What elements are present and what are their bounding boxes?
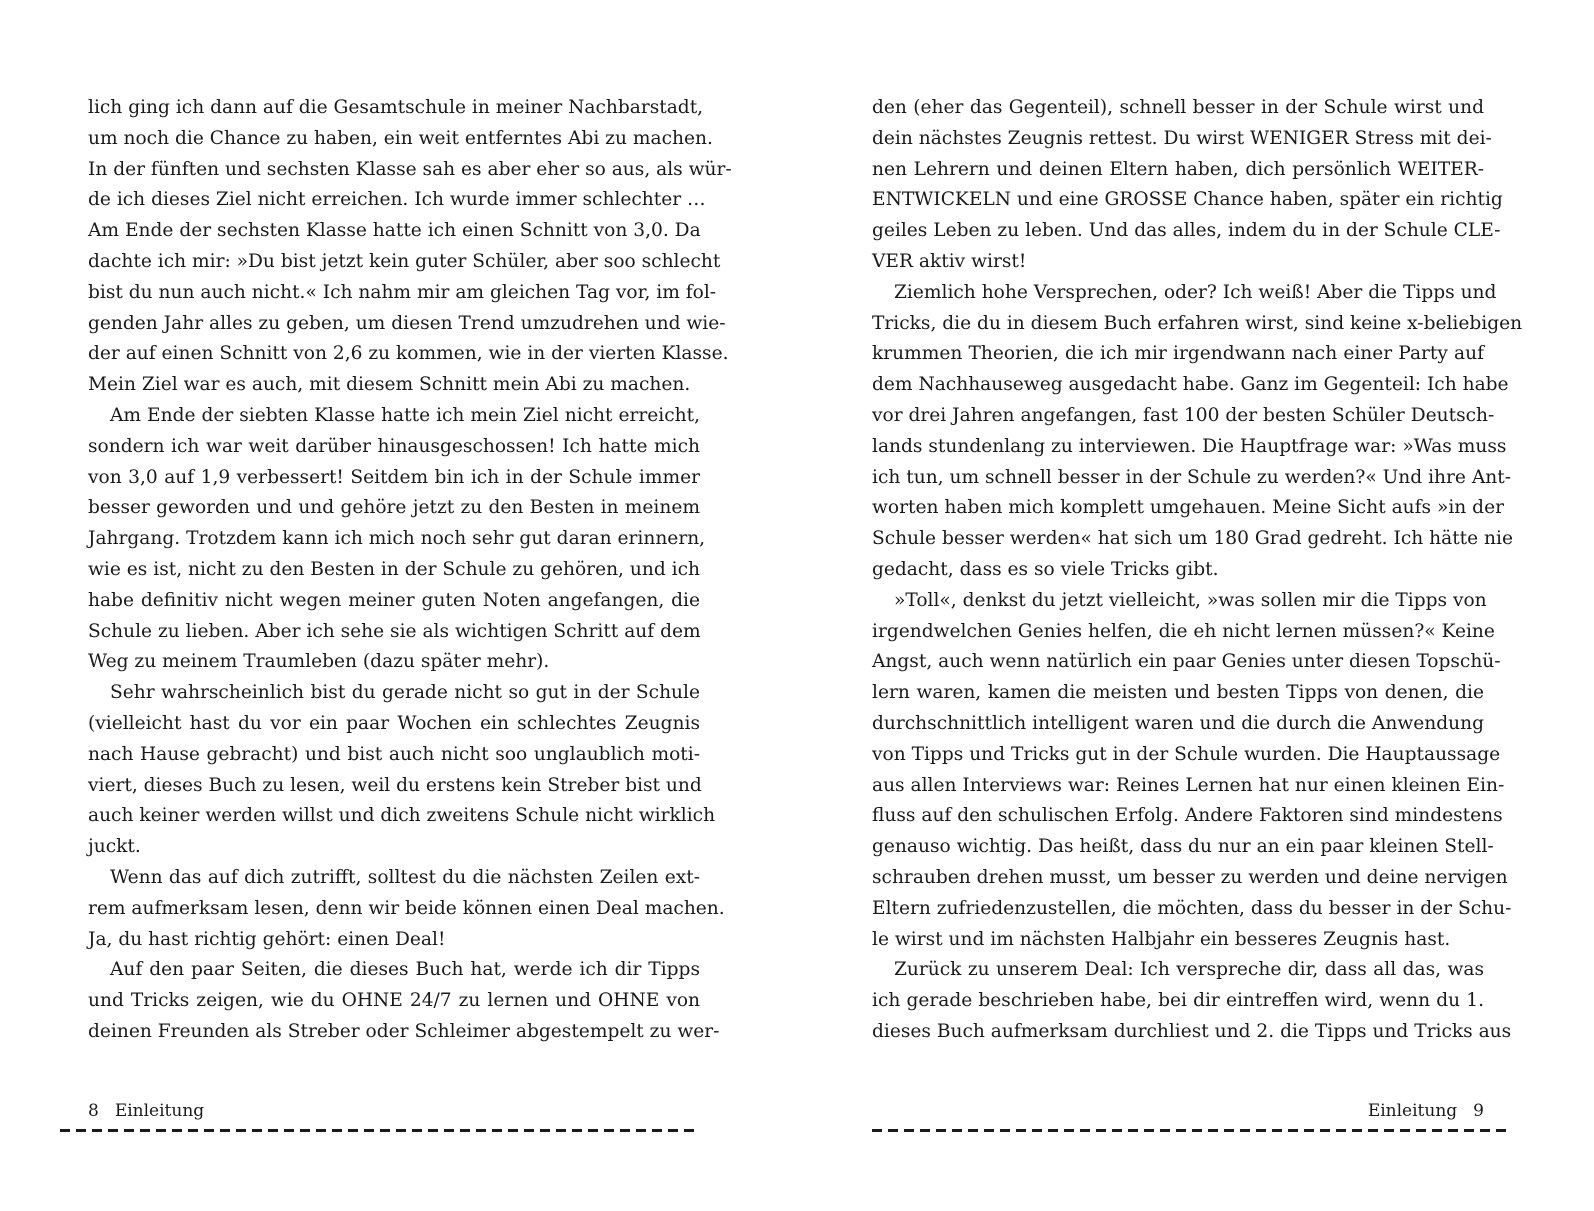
text-line: Am Ende der siebten Klasse hatte ich mein Ziel nicht erreicht, (110, 404, 700, 426)
text-line: juckt. (88, 836, 141, 858)
text-line: um noch die Chance zu haben, ein weit entferntes Abi zu machen. (88, 127, 713, 149)
text-line: Angst, auch wenn natürlich ein paar Genies unter diesen Topschü- (872, 651, 1501, 673)
section-title: Einleitung (1367, 1101, 1458, 1121)
text-line: nen Lehrern und deinen Eltern haben, dich persönlich WEITER- (872, 158, 1484, 180)
footer-dashed-rule (872, 1129, 1512, 1132)
text-line: von 3,0 auf 1,9 verbessert! Seitdem bin ich in der Schule immer (88, 466, 700, 488)
text-line: dieses Buch aufmerksam durchliest und 2. die Tipps und Tricks aus (872, 1020, 1512, 1042)
text-line: krummen Theorien, die ich mir irgendwann nach einer Party auf (872, 343, 1484, 365)
text-line: Sehr wahrscheinlich bist du gerade nicht so gut in der Schule (110, 682, 700, 704)
text-line: Schule zu lieben. Aber ich sehe sie als wichtigen Schritt auf dem (88, 620, 701, 642)
text-line: (vielleicht hast du vor ein paar Wochen ein schlechtes Zeugnis (88, 712, 700, 734)
text-line: In der fünften und sechsten Klasse sah es aber eher so aus, als wür- (88, 158, 732, 180)
text-line: deinen Freunden als Streber oder Schleimer abgestempelt zu wer- (88, 1020, 720, 1042)
text-line: ich gerade beschrieben habe, bei dir eintreffen wird, wenn du 1. (872, 990, 1484, 1012)
text-line: Eltern zufriedenzustellen, die möchten, dass du besser in der Schu- (872, 897, 1512, 919)
left-page-footer (88, 1099, 700, 1123)
text-line: Auf den paar Seiten, die dieses Buch hat, werde ich dir Tipps (110, 959, 700, 981)
text-line: Mein Ziel war es auch, mit diesem Schnitt mein Abi zu machen. (88, 374, 691, 396)
left-page-body (88, 93, 732, 1048)
text-line: geiles Leben zu leben. Und das alles, indem du in der Schule CLE- (872, 220, 1501, 242)
text-line: nach Hause gebracht) und bist auch nicht soo unglaublich moti- (88, 743, 700, 765)
text-line: gedacht, dass es so viele Tricks gibt. (872, 558, 1219, 580)
text-line: habe definitiv nicht wegen meiner guten Noten angefangen, die (88, 589, 700, 611)
section-title: Einleitung (114, 1101, 205, 1121)
text-line: le wirst und im nächsten Halbjahr ein besseres Zeugnis hast. (872, 928, 1451, 950)
text-line: Am Ende der sechsten Klasse hatte ich einen Schnitt von 3,0. Da (88, 220, 701, 242)
text-line: der auf einen Schnitt von 2,6 zu kommen, wie in der vierten Klasse. (88, 343, 729, 365)
text-line: irgendwelchen Genies helfen, die eh nicht lernen müssen?« Keine (872, 620, 1495, 642)
text-line: lich ging ich dann auf die Gesamtschule in meiner Nachbarstadt, (88, 97, 704, 118)
text-line: fluss auf den schulischen Erfolg. Andere Faktoren sind mindestens (872, 805, 1503, 827)
text-line: ENTWICKELN und eine GROSSE Chance haben, später ein richtig (872, 189, 1503, 211)
text-line: de ich dieses Ziel nicht erreichen. Ich wurde immer schlechter … (88, 189, 706, 211)
text-line: Weg zu meinem Traumleben (dazu später mehr). (88, 651, 550, 673)
text-line: Tricks, die du in diesem Buch erfahren wirst, sind keine x-beliebigen (872, 312, 1523, 334)
text-line: dachte ich mir: »Du bist jetzt kein guter Schüler, aber soo schlecht (88, 250, 721, 272)
page-number: 9 (1473, 1101, 1484, 1121)
text-line: wie es ist, nicht zu den Besten in der Schule zu gehören, und ich (88, 558, 700, 580)
text-line: und Tricks zeigen, wie du OHNE 24/7 zu lernen und OHNE von (88, 990, 700, 1012)
page-number: 8 (88, 1101, 99, 1121)
text-line: sondern ich war weit darüber hinausgeschossen! Ich hatte mich (88, 435, 700, 457)
text-line: bist du nun auch nicht.« Ich nahm mir am gleichen Tag vor, im fol- (88, 281, 717, 303)
right-page-body (872, 93, 1523, 1048)
text-line: Ziemlich hohe Versprechen, oder? Ich weiß! Aber die Tipps und (894, 281, 1497, 303)
text-line: lern waren, kamen die meisten und besten Tipps von denen, die (872, 682, 1484, 704)
right-page-footer (872, 1099, 1484, 1123)
text-line: Wenn das auf dich zutrifft, solltest du die nächsten Zeilen ext- (110, 866, 700, 888)
text-line: Schule besser werden« hat sich um 180 Grad gedreht. Ich hätte nie (872, 528, 1513, 550)
text-line: »Toll«, denkst du jetzt vielleicht, »was sollen mir die Tipps von (894, 589, 1487, 611)
text-line: viert, dieses Buch zu lesen, weil du erstens kein Streber bist und (88, 774, 702, 796)
text-line: worten haben mich komplett umgehauen. Meine Sicht aufs »in der (872, 497, 1504, 519)
text-line: genauso wichtig. Das heißt, dass du nur an ein paar kleinen Stell- (872, 836, 1494, 858)
text-line: dein nächstes Zeugnis rettest. Du wirst WENIGER Stress mit dei- (872, 127, 1492, 149)
text-line: rem aufmerksam lesen, denn wir beide können einen Deal machen. (88, 897, 725, 919)
text-line: Zurück zu unserem Deal: Ich verspreche dir, dass all das, was (894, 959, 1484, 981)
footer-dashed-rule (60, 1129, 700, 1132)
text-line: den (eher das Gegenteil), schnell besser in der Schule wirst und (872, 97, 1484, 118)
text-line: lands stundenlang zu interviewen. Die Hauptfrage war: »Was muss (872, 435, 1507, 457)
text-line: ich tun, um schnell besser in der Schule zu werden?« Und ihre Ant- (872, 466, 1511, 488)
text-line: besser geworden und und gehöre jetzt zu den Besten in meinem (88, 497, 700, 519)
text-line: vor drei Jahren angefangen, fast 100 der besten Schüler Deutsch- (872, 404, 1495, 426)
text-line: genden Jahr alles zu geben, um diesen Trend umzudrehen und wie- (88, 312, 726, 334)
text-line: aus allen Interviews war: Reines Lernen hat nur einen kleinen Ein- (872, 774, 1505, 796)
text-line: schrauben drehen musst, um besser zu werden und deine nervigen (872, 866, 1508, 888)
text-line: durchschnittlich intelligent waren und die durch die Anwendung (872, 712, 1484, 734)
text-line: Jahrgang. Trotzdem kann ich mich noch sehr gut daran erinnern, (88, 528, 706, 550)
text-line: von Tipps und Tricks gut in der Schule wurden. Die Hauptaussage (872, 743, 1501, 765)
text-line: Ja, du hast richtig gehört: einen Deal! (88, 928, 446, 950)
text-line: VER aktiv wirst! (872, 250, 1027, 272)
text-line: auch keiner werden willst und dich zweitens Schule nicht wirklich (88, 805, 716, 827)
text-line: dem Nachhauseweg ausgedacht habe. Ganz im Gegenteil: Ich habe (872, 374, 1509, 396)
